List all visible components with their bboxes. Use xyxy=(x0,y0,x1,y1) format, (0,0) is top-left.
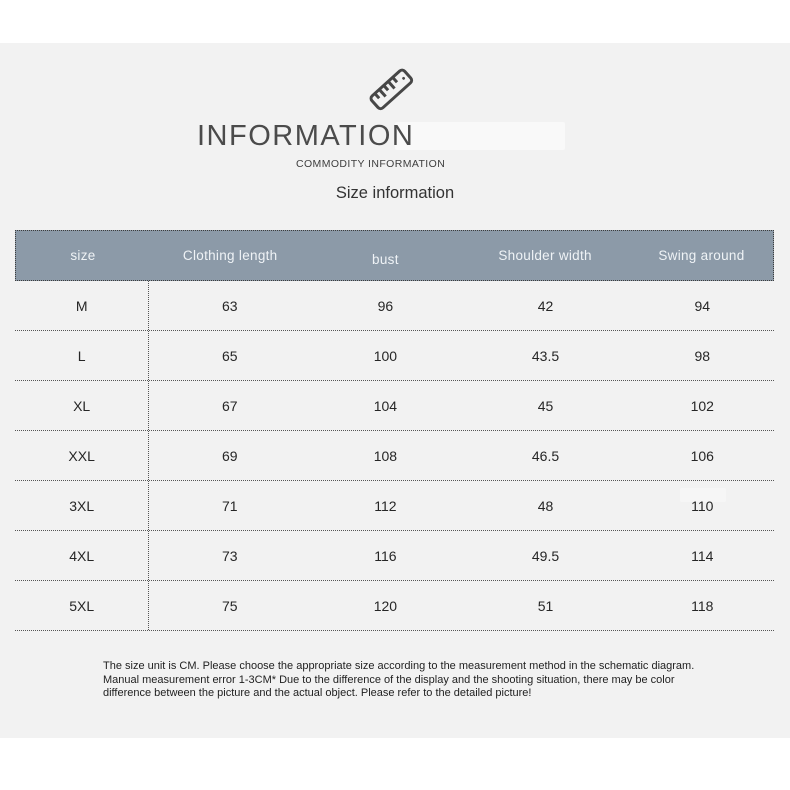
measurement-cell: 73 xyxy=(221,547,238,564)
measurement-cell: 45 xyxy=(537,397,554,414)
measurement-cell: 120 xyxy=(373,597,398,614)
table-row xyxy=(15,531,774,581)
size-label-cell: XXL xyxy=(15,431,149,480)
measurement-cell: 94 xyxy=(694,297,711,314)
measurement-cell: 98 xyxy=(694,347,711,364)
size-label-cell: 5XL xyxy=(15,581,149,630)
measurement-cell: 96 xyxy=(377,297,394,314)
measurement-cell: 48 xyxy=(537,497,554,514)
ghost-patch xyxy=(395,122,565,150)
measurement-cell: 114 xyxy=(691,547,714,564)
table-row xyxy=(15,381,774,431)
measurement-cell: 116 xyxy=(374,547,397,564)
measurement-cell: 71 xyxy=(221,497,238,514)
page-subtitle: COMMODITY INFORMATION xyxy=(296,158,446,170)
measurement-cell: 43.5 xyxy=(531,347,560,364)
measurement-cell: 100 xyxy=(373,347,398,364)
measurement-cell: 46.5 xyxy=(531,447,560,464)
footer-line: difference between the picture and the actual object. Please refer to the detailed picture! xyxy=(103,687,532,699)
footer-line: Manual measurement error 1-3CM* Due to the difference of the display and the shooting situation, there may be color xyxy=(103,673,675,686)
measurement-cell: 108 xyxy=(373,447,398,464)
column-header: bust xyxy=(372,252,399,267)
table-row xyxy=(15,331,774,381)
measurement-cell: 104 xyxy=(373,397,398,414)
measurement-cell: 106 xyxy=(690,447,714,464)
table-row xyxy=(15,481,774,531)
page-title: INFORMATION xyxy=(197,120,415,152)
ruler-icon xyxy=(360,60,422,118)
table-header-row xyxy=(15,230,774,281)
measurement-cell: 102 xyxy=(690,397,714,414)
size-label-cell: XL xyxy=(15,381,149,430)
measurement-cell: 75 xyxy=(221,597,238,614)
size-label-cell: L xyxy=(15,331,149,380)
measurement-cell: 63 xyxy=(221,297,238,314)
size-label-cell: 3XL xyxy=(15,481,149,530)
section-title: Size information xyxy=(335,184,455,202)
measurement-cell: 118 xyxy=(691,597,714,614)
measurement-cell: 112 xyxy=(374,497,397,514)
column-header: Swing around xyxy=(658,248,745,263)
table-row xyxy=(15,281,774,331)
column-header: size xyxy=(70,248,96,263)
measurement-cell: 67 xyxy=(221,397,238,414)
footer-line: The size unit is CM. Please choose the appropriate size according to the measurement method in the schematic diagram. xyxy=(103,660,695,672)
column-header: Shoulder width xyxy=(498,248,592,263)
size-label-cell: 4XL xyxy=(15,531,149,580)
measurement-cell: 42 xyxy=(537,297,554,314)
measurement-cell: 49.5 xyxy=(531,547,560,564)
measurement-cell: 69 xyxy=(221,447,238,464)
size-label-cell: M xyxy=(15,281,149,330)
table-row xyxy=(15,431,774,481)
measurement-cell: 110 xyxy=(691,497,714,514)
size-table xyxy=(15,230,774,631)
footer-note xyxy=(103,660,713,701)
table-row xyxy=(15,581,774,631)
column-header: Clothing length xyxy=(182,248,278,263)
measurement-cell: 65 xyxy=(221,347,238,364)
measurement-cell: 51 xyxy=(537,597,554,614)
